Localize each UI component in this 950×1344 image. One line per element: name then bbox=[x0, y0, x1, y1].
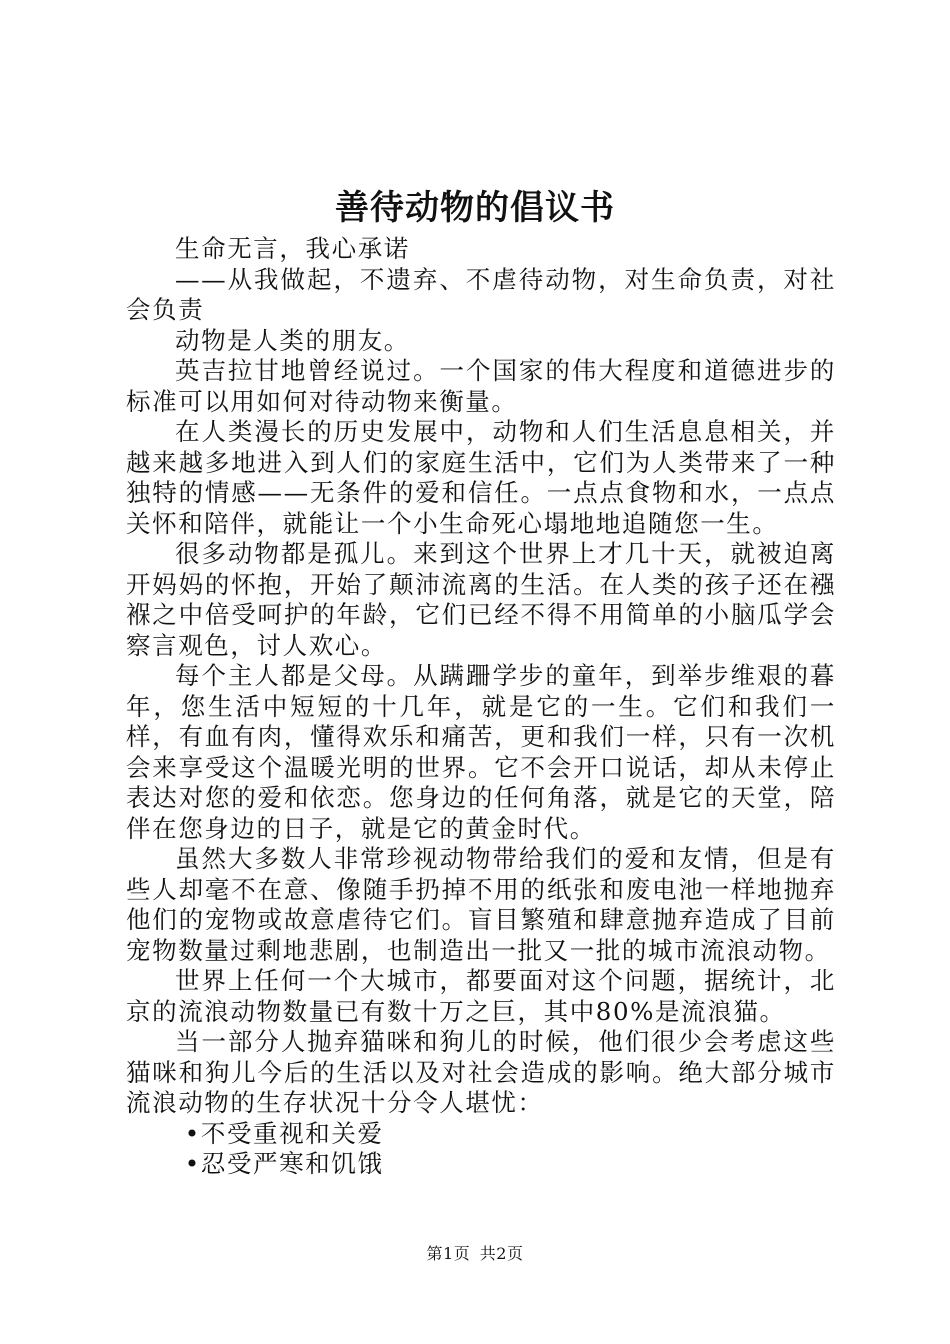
page-number-total: 共2页 bbox=[479, 1244, 524, 1263]
page-number-current: 第1页 bbox=[426, 1244, 471, 1263]
paragraph-subtitle: 生命无言，我心承诺 bbox=[175, 234, 410, 263]
paragraph: 世界上任何一个大城市，都要面对这个问题，据统计，北京的流浪动物数量已有数十万之巨，其中80%是流浪猫。 bbox=[126, 966, 836, 1026]
paragraph: 虽然大多数人非常珍视动物带给我们的爱和友情，但是有些人却毫不在意、像随手扔掉不用的纸张和废电池一样地抛弃他们的宠物或故意虐待它们。盲目繁殖和肆意抛弃造成了目前宠物数量过剩地悲剧，也制造出一批又一批的城市流浪动物。 bbox=[126, 844, 836, 965]
paragraph: 动物是人类的朋友。 bbox=[175, 325, 410, 355]
page-footer bbox=[0, 1244, 950, 1264]
bullet-item: •不受重视和关爱 bbox=[184, 1118, 384, 1148]
paragraph: 当一部分人抛弃猫咪和狗儿的时候，他们很少会考虑这些猫咪和狗儿今后的生活以及对社会造成的影响。绝大部分城市流浪动物的生存状况十分令人堪忧： bbox=[126, 1027, 836, 1117]
paragraph: 很多动物都是孤儿。来到这个世界上才几十天，就被迫离开妈妈的怀抱，开始了颠沛流离的生活。在人类的孩子还在襁褓之中倍受呵护的年龄，它们已经不得不用简单的小脑瓜学会察言观色，讨人欢心。 bbox=[126, 539, 836, 660]
paragraph: 每个主人都是父母。从蹒跚学步的童年，到举步维艰的暮年，您生活中短短的十几年，就是它的一生。它们和我们一样，有血有肉，懂得欢乐和痛苦，更和我们一样，只有一次机会来享受这个温暖光明的世界。它不会开口说话，却从未停止表达对您的爱和依恋。您身边的任何角落，就是它的天堂，陪伴在您身边的日子，就是它的黄金时代。 bbox=[126, 661, 836, 843]
document-title: 善待动物的倡议书 bbox=[335, 188, 615, 228]
bullet-item: •忍受严寒和饥饿 bbox=[184, 1149, 384, 1178]
document-body bbox=[126, 234, 836, 1180]
paragraph: 在人类漫长的历史发展中，动物和人们生活息息相关，并越来越多地进入到人们的家庭生活中，它们为人类带来了一种独特的情感——无条件的爱和信任。一点点食物和水，一点点关怀和陪伴，就能让一个小生命死心塌地地追随您一生。 bbox=[126, 417, 836, 538]
paragraph-slogan: ——从我做起，不遗弃、不虐待动物，对生命负责，对社会负责 bbox=[126, 264, 836, 324]
paragraph: 英吉拉甘地曾经说过。一个国家的伟大程度和道德进步的标准可以用如何对待动物来衡量。 bbox=[126, 356, 836, 416]
